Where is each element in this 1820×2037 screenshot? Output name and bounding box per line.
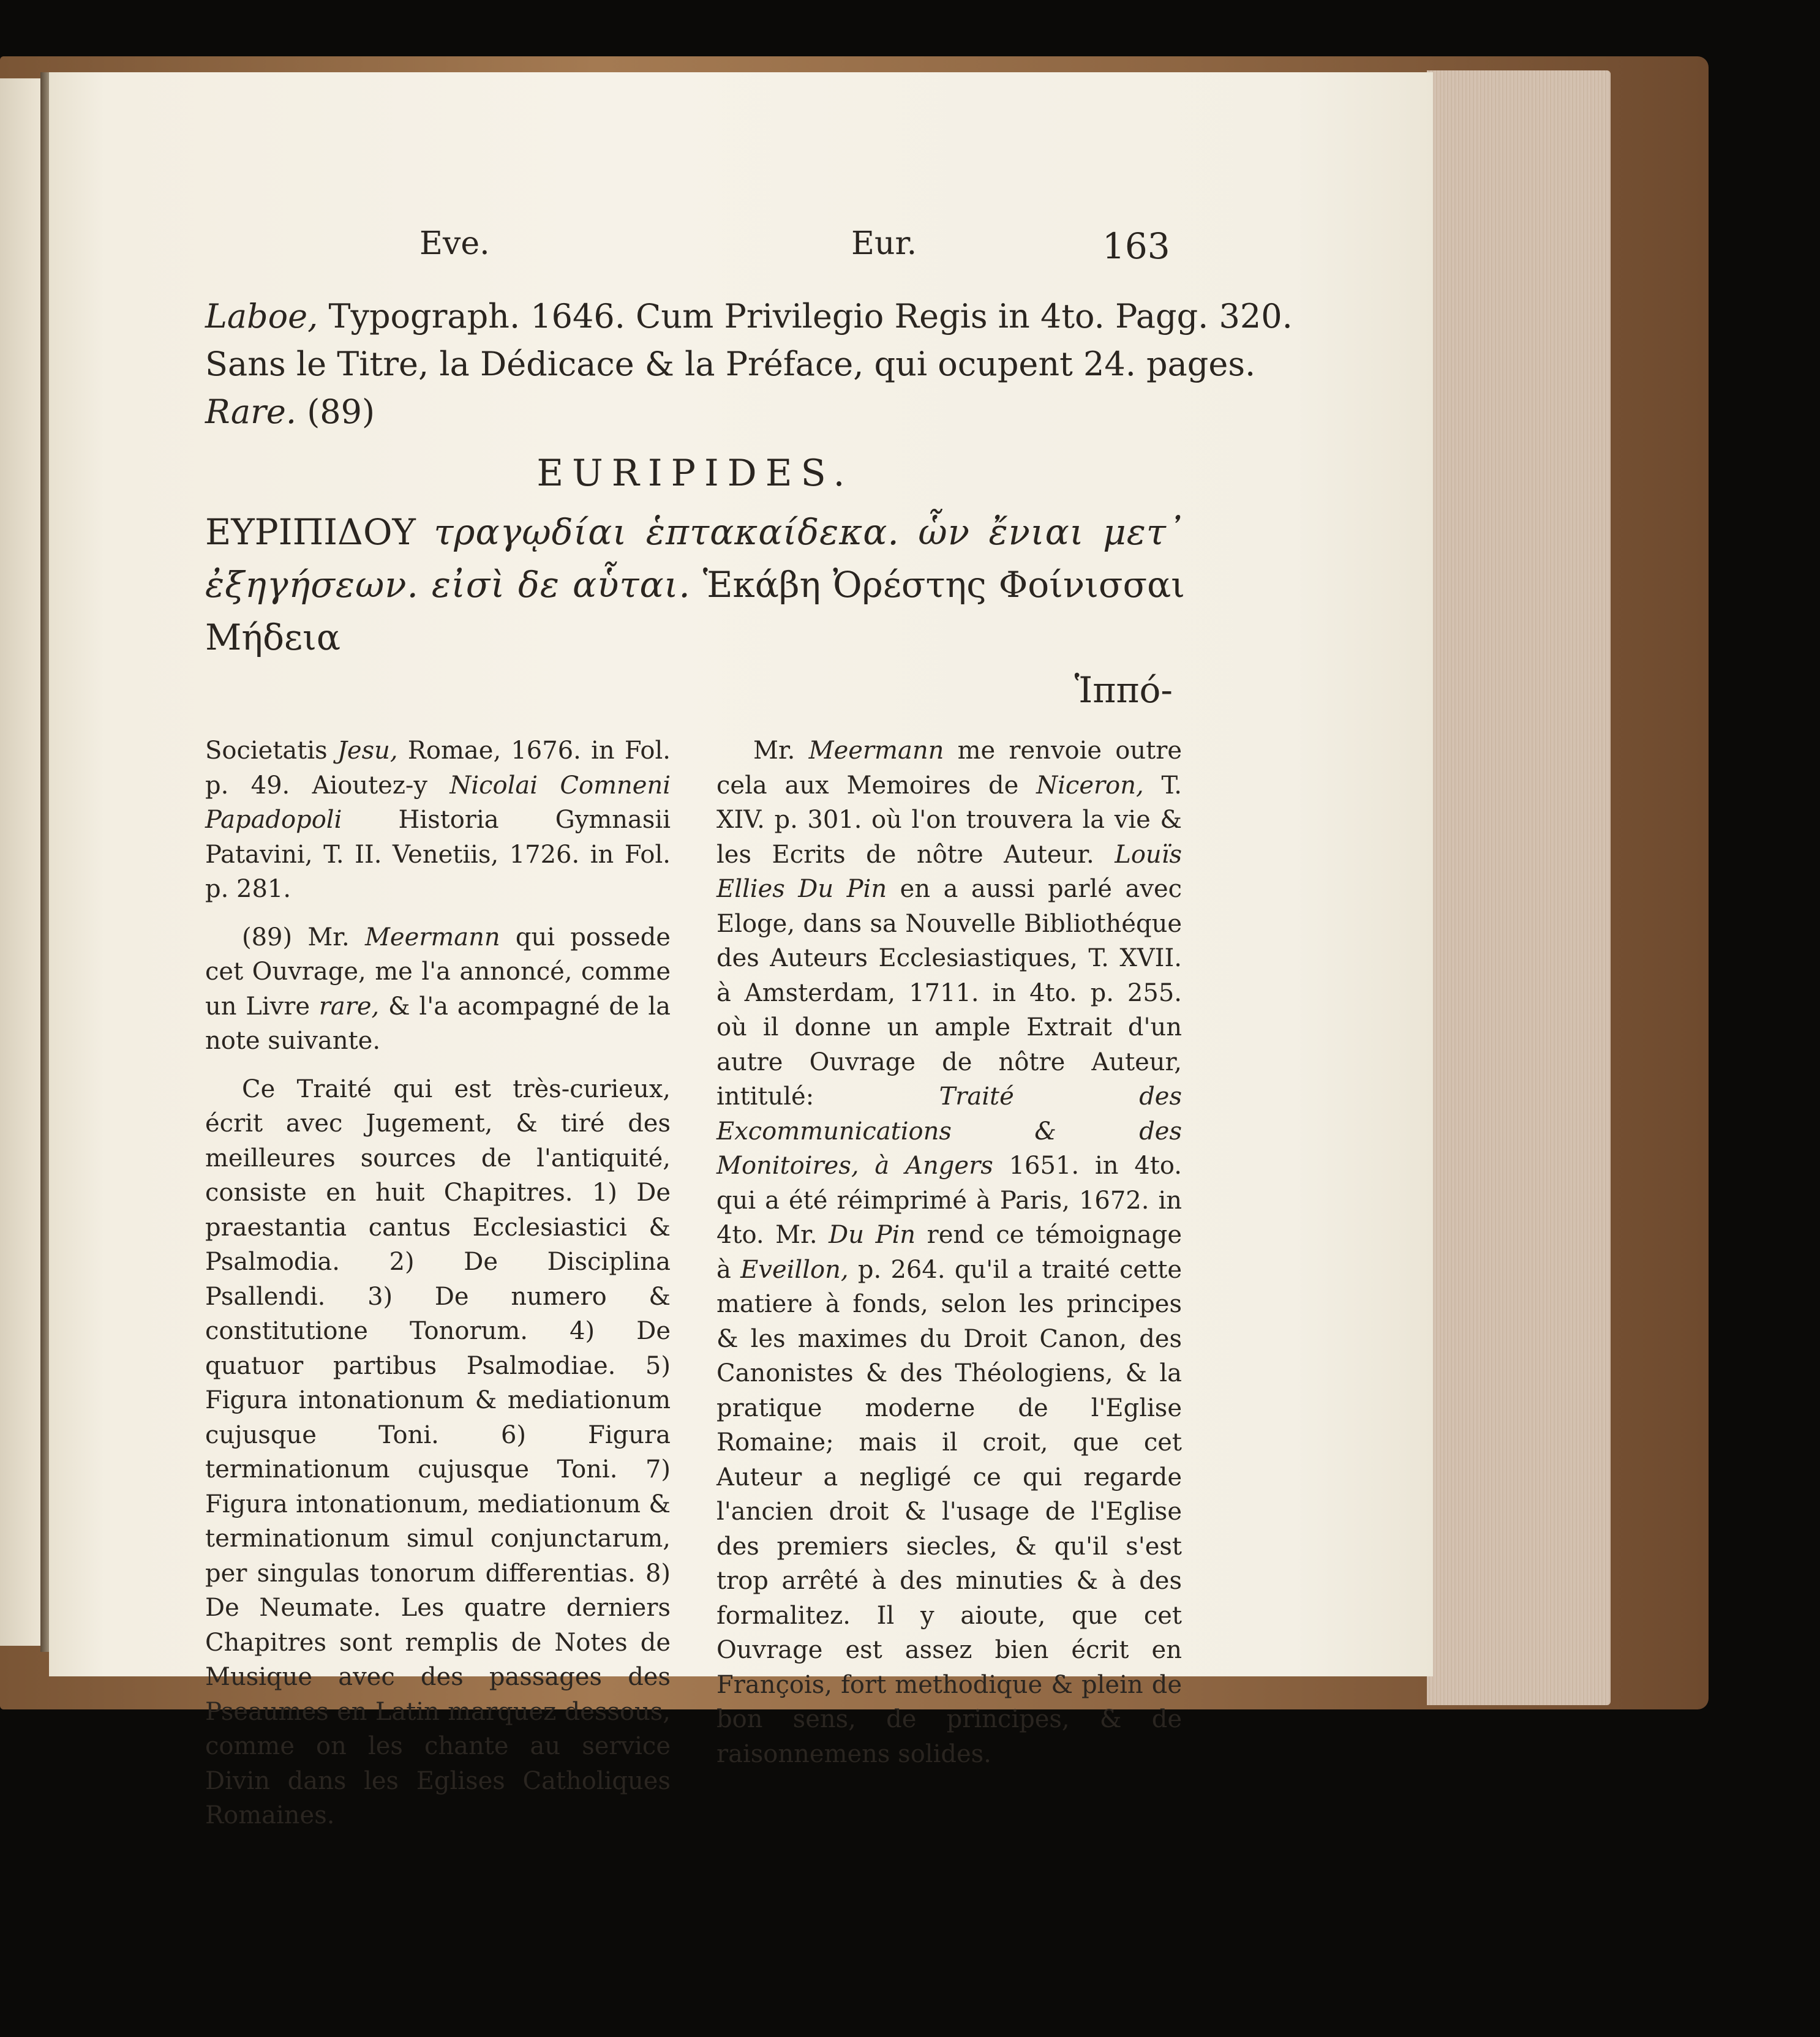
italic-text: Meermann: [808, 737, 944, 765]
greek-title-upright: ΕΥΡΙΠΙΔΟΥ: [205, 511, 416, 553]
text: Mr.: [753, 737, 795, 765]
text: qui possede cet Ouvrage, me l'a annoncé, comme un Livre: [205, 923, 671, 1021]
paragraph: Ce Traité qui est très-curieux, écrit avec Jugement, & tiré des meilleures sources de l'antiquité, consiste en huit Chapitres. 1) De praestantia cantus Ecclesiastici & Psalmodia. 2) De Disciplina Psallendi. 3) De numero & constitutione Tonorum. 4) De quatuor partibus Psalmodiae. 5) Figura intonationum & mediationum cujusque Toni. 6) Figura terminationum cujusque Toni. 7) Figura intonationum, mediationum & terminationum simul conjunctarum, per singulas tonorum differentias. 8) De Neumate. Les quatre derniers Chapitres sont remplis de Notes de Musique avec des passages des Pseaumes en Latin marquez dessous, comme on les chante au service Divin dans les Eglises Catholiques Romaines.: [205, 1075, 671, 1829]
italic-text: rare,: [318, 992, 380, 1021]
text: 1651. in 4to. qui a été réimprimé à Paris, 1672. in 4to. Mr.: [716, 1152, 1182, 1249]
text: & l'a acompagné de la note suivante.: [205, 992, 671, 1055]
text-line-3: [205, 388, 1185, 436]
text: me renvoie outre cela aux Memoires de: [716, 737, 1183, 800]
section-heading: EURIPIDES.: [536, 452, 854, 495]
text-line-2: Sans le Titre, la Dédicace & la Préface, qui ocupent 24. pages.: [205, 345, 1256, 383]
page-edges: [1427, 70, 1611, 1705]
running-head-left: Eve.: [419, 225, 490, 262]
paragraph: [205, 733, 671, 907]
right-column: [716, 733, 1182, 1785]
text: Romae, 1676. in Fol. p. 49. Aioutez-y: [205, 737, 671, 800]
greek-title-italic-2: ἐξηγήσεων. εἰσὶ δε αὗται.: [205, 564, 691, 606]
greek-title-continued: Ἱππό-: [1074, 669, 1173, 711]
running-head: [205, 225, 1185, 293]
italic-label: Rare.: [205, 392, 297, 431]
italic-text: Meermann: [364, 923, 500, 951]
text: (89) Mr.: [242, 923, 350, 951]
italic-text: Traité des Excommunications & des Monitoires, à Angers: [716, 1082, 1182, 1180]
text: T. XIV. p. 301. où l'on trouvera la vie & les Ecrits de nôtre Auteur.: [716, 771, 1183, 869]
text: Societatis: [205, 737, 328, 765]
italic-text: Jesu,: [337, 737, 398, 765]
line-text: Typograph. 1646. Cum Privilegio Regis in 4to. Pagg. 320.: [328, 297, 1293, 336]
page-number: 163: [1102, 225, 1170, 267]
italic-text: Eveillon,: [740, 1255, 849, 1284]
greek-title-names: Ἑκάβη Ὀρέστης Φοίνισσαι Μήδεια: [205, 564, 1185, 658]
text: Historia Gymnasii Patavini, T. II. Venetiis, 1726. in Fol. p. 281.: [205, 806, 671, 903]
italic-name: Laboe,: [205, 297, 318, 336]
italic-text: Louïs Ellies Du Pin: [716, 840, 1182, 903]
footnote-ref: (89): [307, 392, 375, 431]
text: en a aussi parlé avec Eloge, dans sa Nouvelle Bibliothéque des Auteurs Ecclesiastiques, T. XVII. à Amsterdam, 1711. in 4to. p. 255. où il donne un ample Extrait d'un autre Ouvrage de nôtre Auteur, intitulé:: [716, 875, 1183, 1111]
text: rend ce témoignage à: [716, 1221, 1183, 1284]
text-line-1: [205, 293, 1293, 340]
footnote-paragraph: [205, 920, 671, 1059]
text: p. 264. qu'il a traité cette matiere à fonds, selon les principes & les maximes du Droit Canon, des Canonistes & des Théologiens, & la pratique moderne de l'Eglise Romaine; mais il croit, que cet Auteur a negligé ce qui regarde l'ancien droit & l'usage de l'Eglise des premiers siecles, & qu'il s'est trop arrêté à des minuties & à des formalitez. Il y aioute, que cet Ouvrage est assez bien écrit en François, fort methodique & plein de bon sens, de principes, & de raisonnemens solides.: [716, 1255, 1182, 1768]
italic-text: Niceron,: [1036, 771, 1144, 800]
two-columns: [205, 733, 1185, 1829]
running-head-center: Eur.: [851, 225, 917, 262]
italic-text: Du Pin: [829, 1221, 916, 1249]
book-page: [49, 72, 1433, 1829]
greek-title-italic-1: τραγῳδίαι ἑπτακαίδεκα. ὧν ἔνιαι μετ᾽: [434, 511, 1185, 553]
italic-text: Nicolai Comneni Papadopoli: [205, 771, 671, 834]
greek-title: [205, 506, 1185, 664]
left-column: [205, 733, 671, 1847]
paragraph: [716, 733, 1182, 1771]
page-content: [205, 225, 1293, 1829]
